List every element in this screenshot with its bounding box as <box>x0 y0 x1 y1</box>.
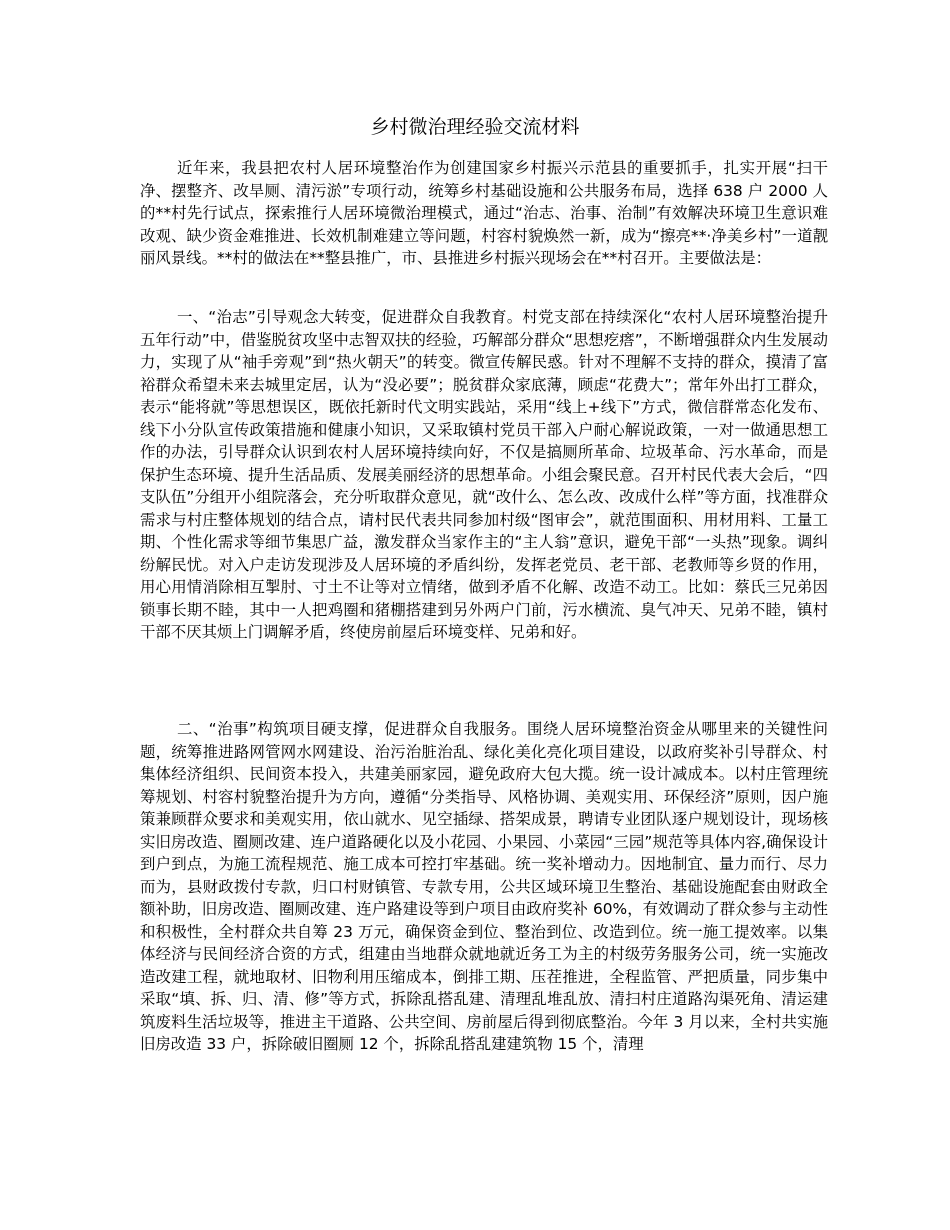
paragraph-text: 二、“治事”构筑项目硬支撑，促进群众自我服务。围绕人居环境整治资金从哪里来的关键性问题，统筹推进路网管网水网建设、治污治脏治乱、绿化美化亮化项目建设，以政府奖补引导群众、村集体经济组织、民间资本投入，共建美丽家园，避免政府大包大揽。统一设计减成本。以村庄管理统筹规划、村容村貌整治提升为方向，遵循“分类指导、风格协调、美观实用、环保经济”原则，因户施策兼顾群众要求和美观实用，依山就水、见空插绿、搭架成景，聘请专业团队逐户规划设计，现场核实旧房改造、圈厕改建、连户道路硬化以及小花园、小果园、小菜园“三园”规范等具体内容,确保设计到户到点，为施工流程规范、施工成本可控打牢基础。统一奖补增动力。因地制宜、量力而行、尽力而为，县财政拨付专款，归口村财镇管、专款专用，公共区域环境卫生整治、基础设施配套由财政全额补助，旧房改造、圈厕改建、连户路建设等到户项目由政府奖补 60%，有效调动了群众参与主动性和积极性，全村群众共自筹 23 万元，确保资金到位、整治到位、改造到位。统一施工提效率。以集体经济与民间经济合资的方式，组建由当地群众就地就近务工为主的村级劳务服务公司，统一实施改造改建工程，就地取材、旧物利用压缩成本，倒排工期、压茬推进，全程监管、严把质量，同步集中采取“填、拆、归、清、修”等方式，拆除乱搭乱建、清理乱堆乱放、清扫村庄道路沟渠死角、清运建筑废料生活垃圾等，推进主干道路、公共空间、房前屋后得到彻底整治。今年 3 月以来，全村共实施旧房改造 33 户，拆除破旧圈厕 12 个，拆除乱搭乱建建筑物 15 个，清理 <box>140 720 828 1053</box>
paragraph-introduction <box>140 157 828 270</box>
paragraph-section-one <box>140 306 828 644</box>
document-title: 乡村微治理经验交流材料 <box>370 116 580 138</box>
paragraph-text: 一、“治志”引导观念大转变，促进群众自我教育。村党支部在持续深化“农村人居环境整治提升五年行动”中，借鉴脱贫攻坚中志智双扶的经验，巧解部分群众“思想疙瘩”，不断增强群众内生发展动力，实现了从“袖手旁观”到“热火朝天”的转变。微宣传解民惑。针对不理解不支持的群众，摸清了富裕群众希望未来去城里定居，认为“没必要”；脱贫群众家底薄，顾虑“花费大”；常年外出打工群众，表示“能将就”等思想误区，既依托新时代文明实践站，采用“线上+线下”方式，微信群常态化发布、线下小分队宣传政策措施和健康小知识，又采取镇村党员干部入户耐心解说政策，一对一做通思想工作的办法，引导群众认识到农村人居环境持续向好，不仅是搞厕所革命、垃圾革命、污水革命，而是保护生态环境、提升生活品质、发展美丽经济的思想革命。小组会聚民意。召开村民代表大会后，“四支队伍”分组开小组院落会，充分听取群众意见，就“改什么、怎么改、改成什么样”等方面，找准群众需求与村庄整体规划的结合点，请村民代表共同参加村级“图审会”，就范围面积、用材用料、工量工期、个性化需求等细节集思广益，激发群众当家作主的“主人翁”意识，避免干部“一头热”现象。调纠纷解民忧。对入户走访发现涉及人居环境的矛盾纠纷，发挥老党员、老干部、老教师等乡贤的作用，用心用情消除相互掣肘、寸土不让等对立情绪，做到矛盾不化解、改造不动工。比如：蔡氏三兄弟因锁事长期不睦，其中一人把鸡圈和猪棚搭建到另外两户门前，污水横流、臭气冲天、兄弟不睦，镇村干部不厌其烦上门调解矛盾，终使房前屋后环境变样、兄弟和好。 <box>140 308 828 641</box>
paragraph-section-two <box>140 718 828 1056</box>
paragraph-text: 近年来，我县把农村人居环境整治作为创建国家乡村振兴示范县的重要抓手，扎实开展“扫干净、摆整齐、改旱厕、清污淤”专项行动，统筹乡村基础设施和公共服务布局，选择 638 户 2000 人的**村先行试点，探索推行人居环境微治理模式，通过“治志、治事、治制”有效解决环境卫生意识难改观、缺少资金难推进、长效机制难建立等问题，村容村貌焕然一新，成为“擦亮**·净美乡村”一道靓丽风景线。**村的做法在**整县推广，市、县推进乡村振兴现场会在**村召开。主要做法是： <box>140 159 828 267</box>
